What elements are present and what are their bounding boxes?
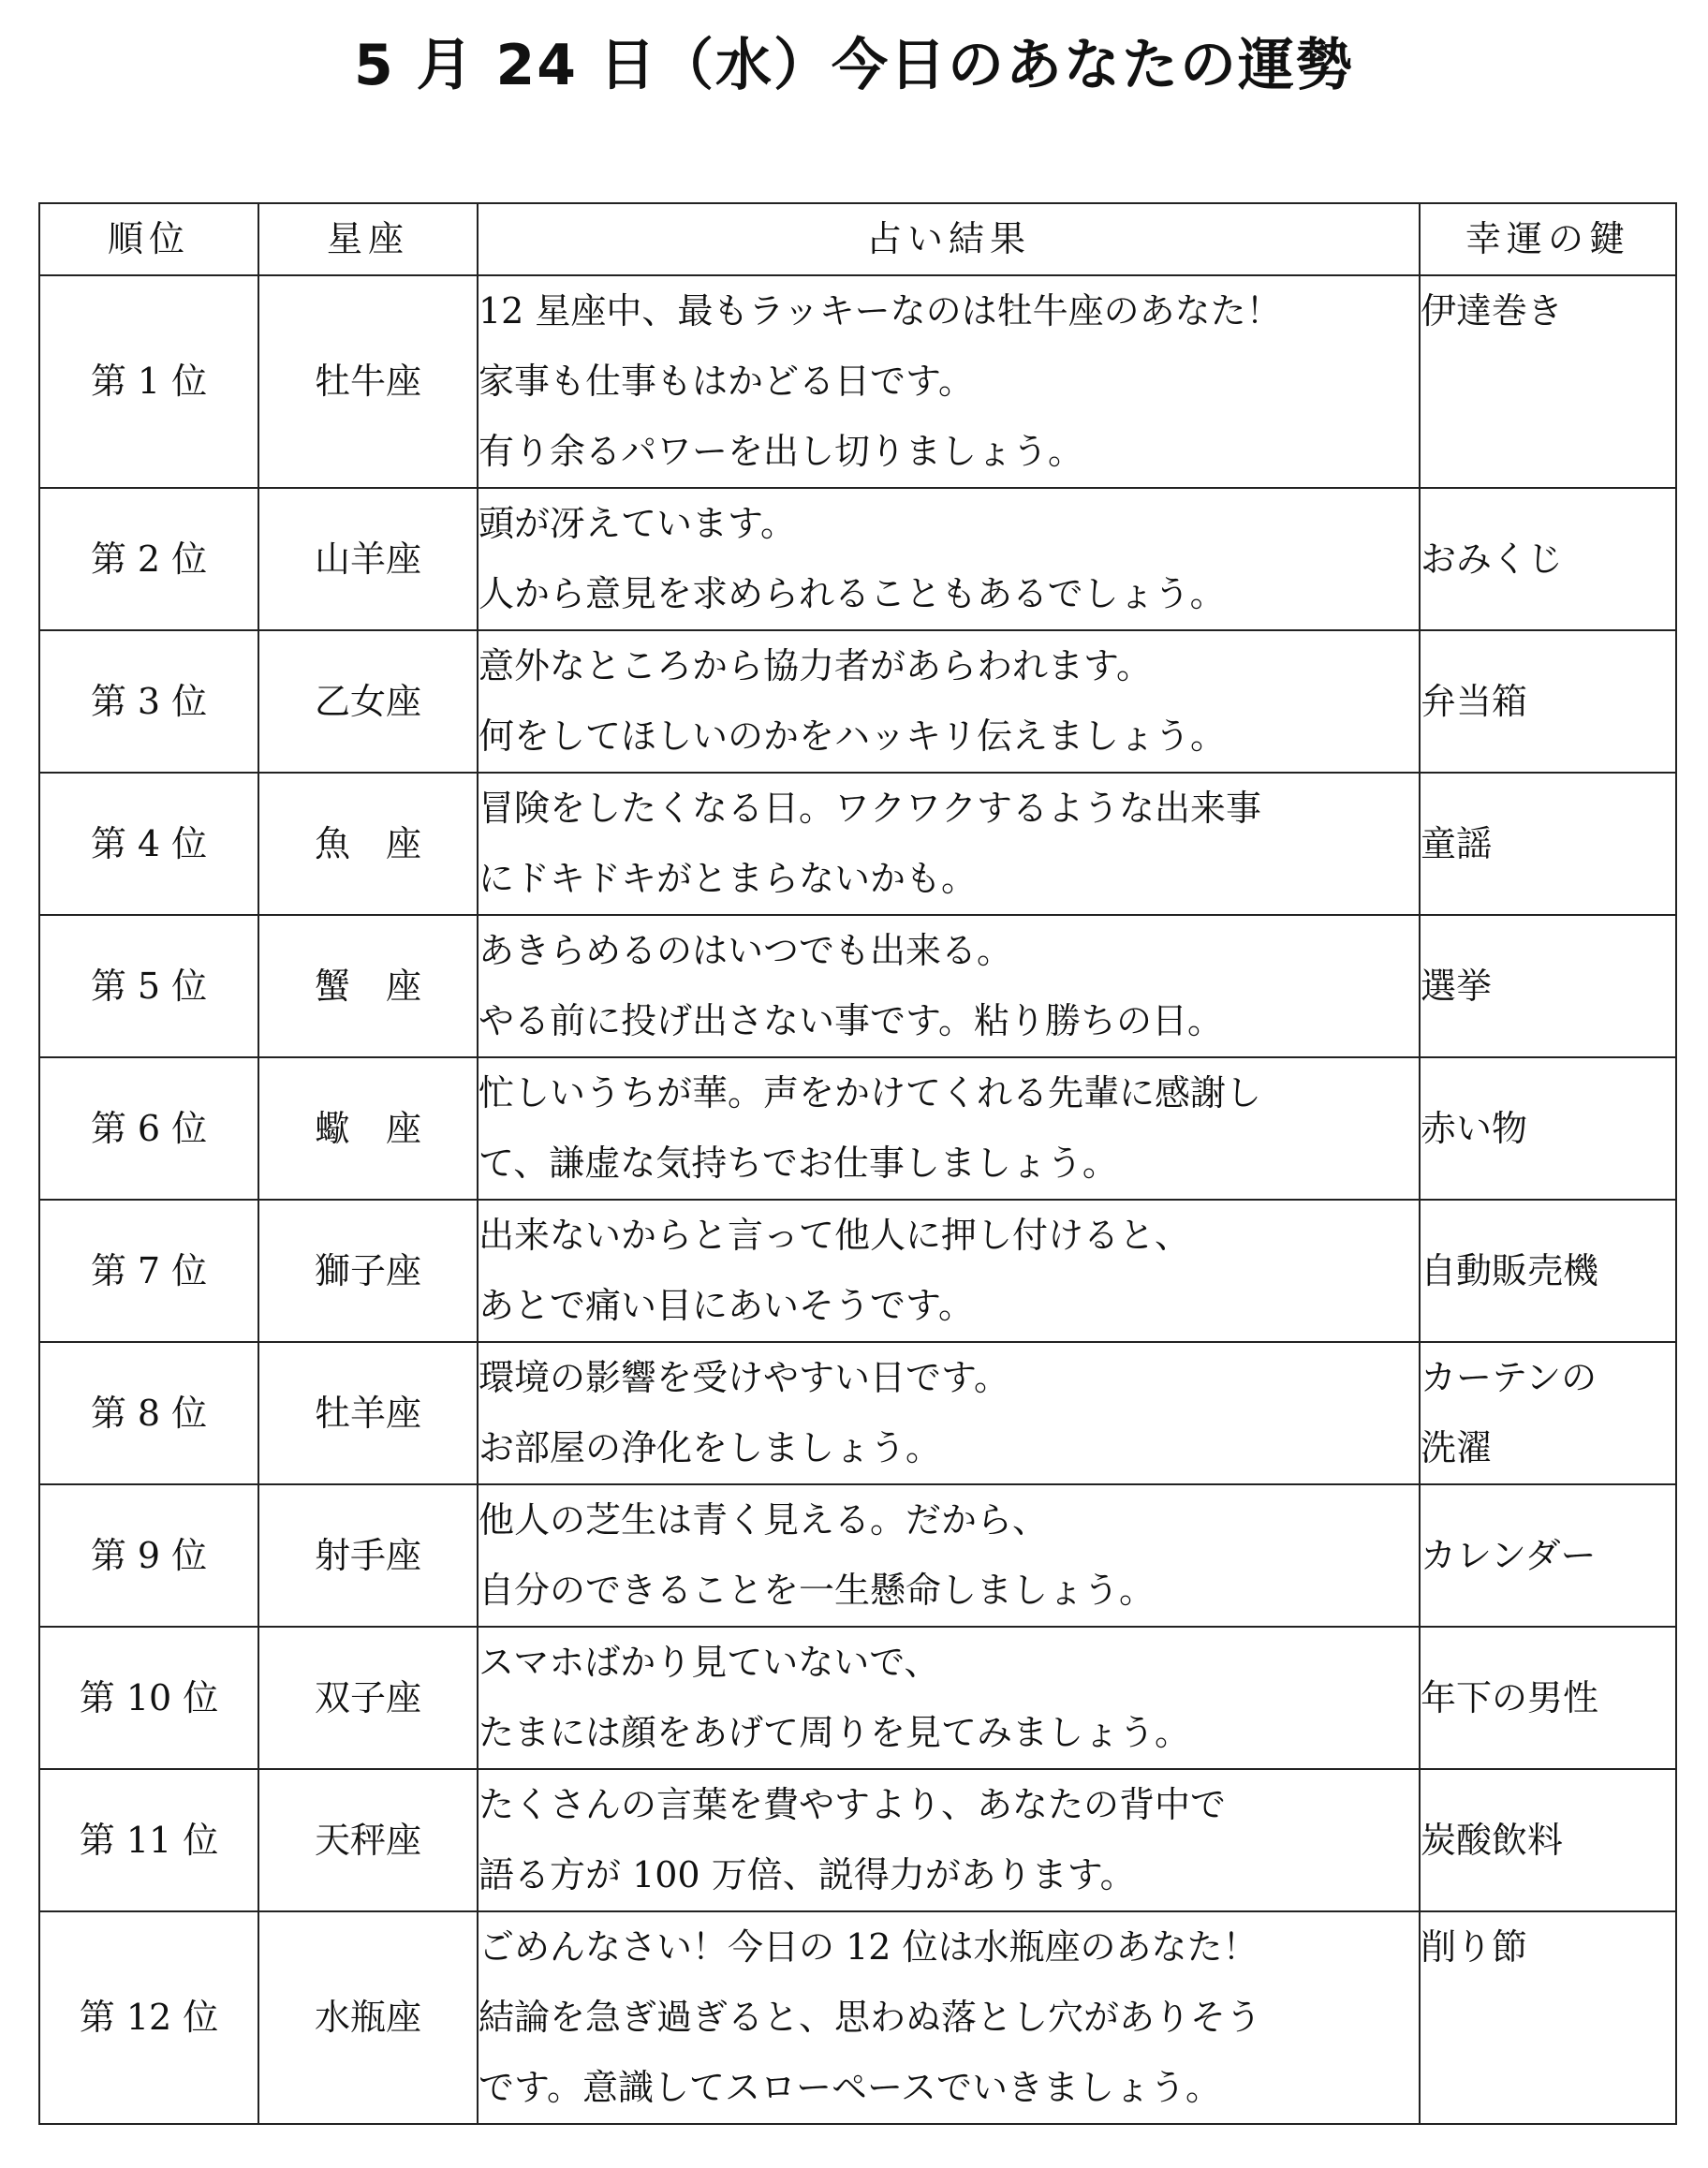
fortune-result-line: やる前に投げ出さない事です。粘り勝ちの日。: [479, 1000, 1223, 1041]
zodiac-sign-cell: 射手座: [258, 1484, 478, 1627]
zodiac-sign-cell: 水瓶座: [258, 1911, 478, 2124]
fortune-result-line: 忙しいうちが華。声をかけてくれる先輩に感謝し: [479, 1072, 1262, 1113]
lucky-key-line: 炭酸飲料: [1421, 1819, 1564, 1861]
table-row: [39, 630, 1676, 773]
zodiac-sign-cell: 蟹 座: [258, 915, 478, 1057]
header-result: 占い結果: [478, 203, 1420, 275]
rank-cell: 第 11 位: [39, 1769, 258, 1911]
fortune-result-line: 冒険をしたくなる日。ワクワクするような出来事: [479, 788, 1262, 829]
fortune-result-cell: [478, 1769, 1420, 1911]
zodiac-sign-cell: 牡牛座: [258, 275, 478, 488]
fortune-result-line: 何をしてほしいのかをハッキリ伝えましょう。: [479, 715, 1227, 757]
fortune-result-cell: [478, 1057, 1420, 1200]
table-row: [39, 275, 1676, 488]
fortune-result-line: あきらめるのはいつでも出来る。: [479, 930, 1013, 971]
fortune-result-cell: [478, 275, 1420, 488]
fortune-result-line: 頭が冴えています。: [479, 503, 796, 544]
fortune-result-line: 自分のできることを一生懸命しましょう。: [479, 1570, 1156, 1611]
lucky-key-cell: [1420, 1484, 1676, 1627]
lucky-key-cell: [1420, 1200, 1676, 1342]
fortune-result-line: 有り余るパワーを出し切りましょう。: [479, 431, 1084, 472]
lucky-key-cell: [1420, 1342, 1676, 1484]
fortune-result-line: たまには顔をあげて周りを見てみましょう。: [479, 1712, 1191, 1753]
fortune-result-line: にドキドキがとまらないかも。: [479, 858, 978, 899]
lucky-key-line: 自動販売機: [1421, 1249, 1599, 1291]
fortune-result-line: たくさんの言葉を費やすより、あなたの背中で: [479, 1784, 1227, 1825]
lucky-key-line: 洗濯: [1421, 1427, 1493, 1468]
rank-cell: 第 6 位: [39, 1057, 258, 1200]
lucky-key-cell: [1420, 275, 1676, 488]
fortune-result-line: 出来ないからと言って他人に押し付けると、: [479, 1215, 1191, 1256]
rank-cell: 第 4 位: [39, 773, 258, 915]
zodiac-sign-cell: 牡羊座: [258, 1342, 478, 1484]
lucky-key-cell: [1420, 1911, 1676, 2124]
fortune-result-line: 意外なところから協力者があらわれます。: [479, 645, 1152, 686]
header-rank: 順位: [39, 203, 258, 275]
table-row: [39, 1484, 1676, 1627]
table-row: [39, 488, 1676, 630]
lucky-key-cell: [1420, 1057, 1676, 1200]
header-sign: 星座: [258, 203, 478, 275]
fortune-result-line: 語る方が 100 万倍、説得力があります。: [479, 1854, 1136, 1895]
table-row: [39, 1342, 1676, 1484]
rank-cell: 第 2 位: [39, 488, 258, 630]
fortune-result-cell: [478, 1200, 1420, 1342]
lucky-key-line: 赤い物: [1421, 1107, 1528, 1149]
rank-cell: 第 5 位: [39, 915, 258, 1057]
fortune-result-line: 人から意見を求められることもあるでしょう。: [479, 573, 1226, 614]
table-row: [39, 773, 1676, 915]
lucky-key-line: カレンダー: [1421, 1534, 1597, 1576]
lucky-key-cell: [1420, 773, 1676, 915]
fortune-result-line: 結論を急ぎ過ぎると、思わぬ落とし穴がありそう: [479, 1997, 1262, 2038]
rank-cell: 第 8 位: [39, 1342, 258, 1484]
zodiac-sign-cell: 獅子座: [258, 1200, 478, 1342]
lucky-key-cell: [1420, 915, 1676, 1057]
fortune-result-line: です。意識してスローペースでいきましょう。: [479, 2067, 1222, 2108]
lucky-key-line: 年下の男性: [1421, 1676, 1599, 1718]
fortune-result-cell: [478, 1484, 1420, 1627]
fortune-result-line: 家事も仕事もはかどる日です。: [479, 361, 974, 402]
fortune-result-line: 環境の影響を受けやすい日です。: [479, 1357, 1009, 1398]
rank-cell: 第 7 位: [39, 1200, 258, 1342]
fortune-table: [38, 202, 1677, 2125]
lucky-key-cell: [1420, 630, 1676, 773]
table-row: [39, 1057, 1676, 1200]
fortune-result-cell: [478, 1342, 1420, 1484]
rank-cell: 第 9 位: [39, 1484, 258, 1627]
fortune-result-line: スマホばかり見ていないで、: [479, 1642, 940, 1683]
fortune-result-cell: [478, 488, 1420, 630]
table-row: [39, 915, 1676, 1057]
lucky-key-line: 伊達巻き: [1421, 290, 1564, 332]
fortune-result-line: 他人の芝生は青く見える。だから、: [479, 1499, 1049, 1541]
lucky-key-cell: [1420, 1627, 1676, 1769]
fortune-result-line: あとで痛い目にあいそうです。: [479, 1285, 974, 1326]
table-header-row: [39, 203, 1676, 275]
zodiac-sign-cell: 山羊座: [258, 488, 478, 630]
rank-cell: 第 3 位: [39, 630, 258, 773]
header-lucky-key: 幸運の鍵: [1420, 203, 1676, 275]
lucky-key-line: 選挙: [1421, 965, 1493, 1007]
lucky-key-line: カーテンの: [1421, 1357, 1598, 1398]
lucky-key-line: 童謡: [1421, 822, 1493, 864]
fortune-result-line: 12 星座中、最もラッキーなのは牡牛座のあなた！: [479, 290, 1282, 332]
zodiac-sign-cell: 天秤座: [258, 1769, 478, 1911]
fortune-result-line: お部屋の浄化をしましょう。: [479, 1427, 942, 1468]
fortune-result-cell: [478, 1911, 1420, 2124]
fortune-result-line: て、謙虚な気持ちでお仕事しましょう。: [479, 1143, 1118, 1184]
lucky-key-line: おみくじ: [1421, 538, 1564, 580]
zodiac-sign-cell: 魚 座: [258, 773, 478, 915]
table-row: [39, 1200, 1676, 1342]
zodiac-sign-cell: 双子座: [258, 1627, 478, 1769]
lucky-key-line: 削り節: [1421, 1926, 1528, 1968]
fortune-result-cell: [478, 1627, 1420, 1769]
lucky-key-cell: [1420, 1769, 1676, 1911]
fortune-result-cell: [478, 630, 1420, 773]
zodiac-sign-cell: 蠍 座: [258, 1057, 478, 1200]
lucky-key-cell: [1420, 488, 1676, 630]
rank-cell: 第 1 位: [39, 275, 258, 488]
fortune-result-line: ごめんなさい！今日の 12 位は水瓶座のあなた！: [479, 1926, 1259, 1968]
lucky-key-line: 弁当箱: [1421, 680, 1528, 722]
table-row: [39, 1627, 1676, 1769]
page-title: 5 月 24 日（水）今日のあなたの運勢: [354, 33, 1354, 98]
fortune-result-cell: [478, 773, 1420, 915]
zodiac-sign-cell: 乙女座: [258, 630, 478, 773]
rank-cell: 第 12 位: [39, 1911, 258, 2124]
rank-cell: 第 10 位: [39, 1627, 258, 1769]
table-row: [39, 1911, 1676, 2124]
table-row: [39, 1769, 1676, 1911]
fortune-result-cell: [478, 915, 1420, 1057]
